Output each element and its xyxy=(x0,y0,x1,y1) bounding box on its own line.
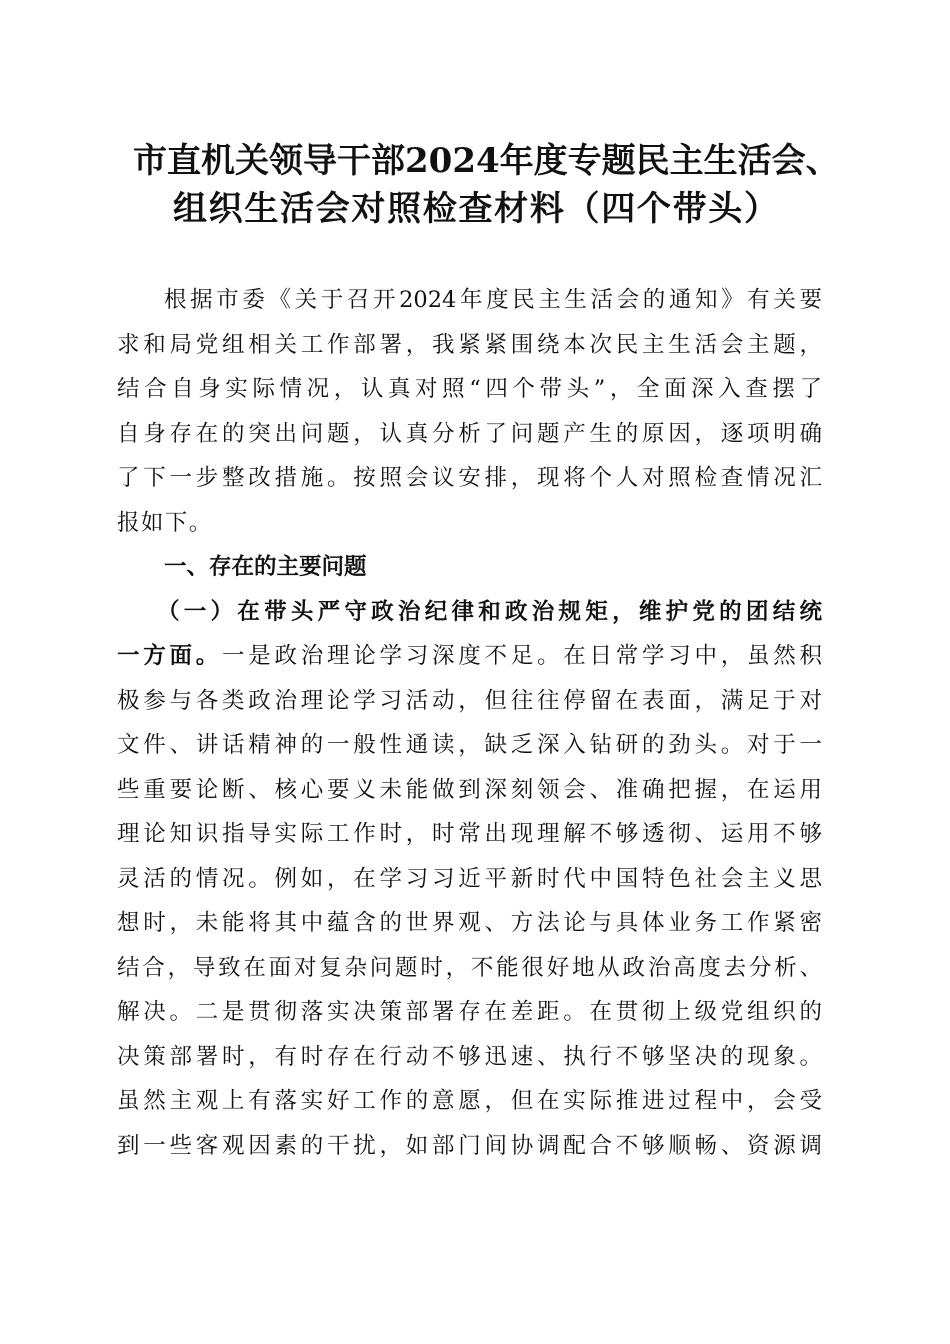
body-line: 虽然主观上有落实好工作的意愿，但在实际推进过程中，会受 xyxy=(117,1088,822,1114)
body-line: 结合，导致在面对复杂问题时，不能很好地从政治高度去分析、 xyxy=(117,954,822,981)
intro-line: 根据市委《关于召开2024年度民主生活会的通知》有关要 xyxy=(164,287,822,313)
subsection-heading: （一）在带头严守政治纪律和政治规矩，维护党的团结统 xyxy=(157,598,822,625)
intro-line: 报如下。 xyxy=(117,509,213,536)
intro-line: 求和局党组相关工作部署，我紧紧围绕本次民主生活会主题， xyxy=(117,331,822,358)
body-line: 些重要论断、核心要义未能做到深刻领会、准确把握，在运用 xyxy=(117,776,822,803)
body-line: 理论知识指导实际工作时，时常出现理解不够透彻、运用不够 xyxy=(117,821,822,847)
intro-line: 自身存在的突出问题，认真分析了问题产生的原因，逐项明确 xyxy=(117,420,822,447)
body-line: 想时，未能将其中蕴含的世界观、方法论与具体业务工作紧密 xyxy=(117,910,822,936)
document-body xyxy=(117,278,822,1168)
section-heading: 一、存在的主要问题 xyxy=(164,554,367,580)
body-line: 文件、讲话精神的一般性通读，缺乏深入钻研的劲头。对于一 xyxy=(117,732,822,758)
body-line: 到一些客观因素的干扰，如部门间协调配合不够顺畅、资源调 xyxy=(117,1132,822,1159)
body-text: 一是政治理论学习深度不足。在日常学习中，虽然积 xyxy=(222,643,822,669)
body-line xyxy=(117,634,822,679)
body-line: 灵活的情况。例如，在学习习近平新时代中国特色社会主义思 xyxy=(117,865,822,892)
document-title-line-2: 组织生活会对照检查材料（四个带头） xyxy=(173,189,778,229)
body-line: 决策部署时，有时存在行动不够迅速、执行不够坚决的现象。 xyxy=(117,1043,822,1070)
document-title-line-1: 市直机关领导干部2024年度专题民主生活会、 xyxy=(133,141,840,181)
subsection-heading-end: 一方面。 xyxy=(117,643,222,669)
intro-line: 结合自身实际情况，认真对照“四个带头”，全面深入查摆了 xyxy=(117,376,822,402)
intro-line: 了下一步整改措施。按照会议安排，现将个人对照检查情况汇 xyxy=(117,465,822,491)
body-line: 解决。二是贯彻落实决策部署存在差距。在贯彻上级党组织的 xyxy=(117,999,822,1025)
body-line: 极参与各类政治理论学习活动，但往往停留在表面，满足于对 xyxy=(117,687,822,714)
